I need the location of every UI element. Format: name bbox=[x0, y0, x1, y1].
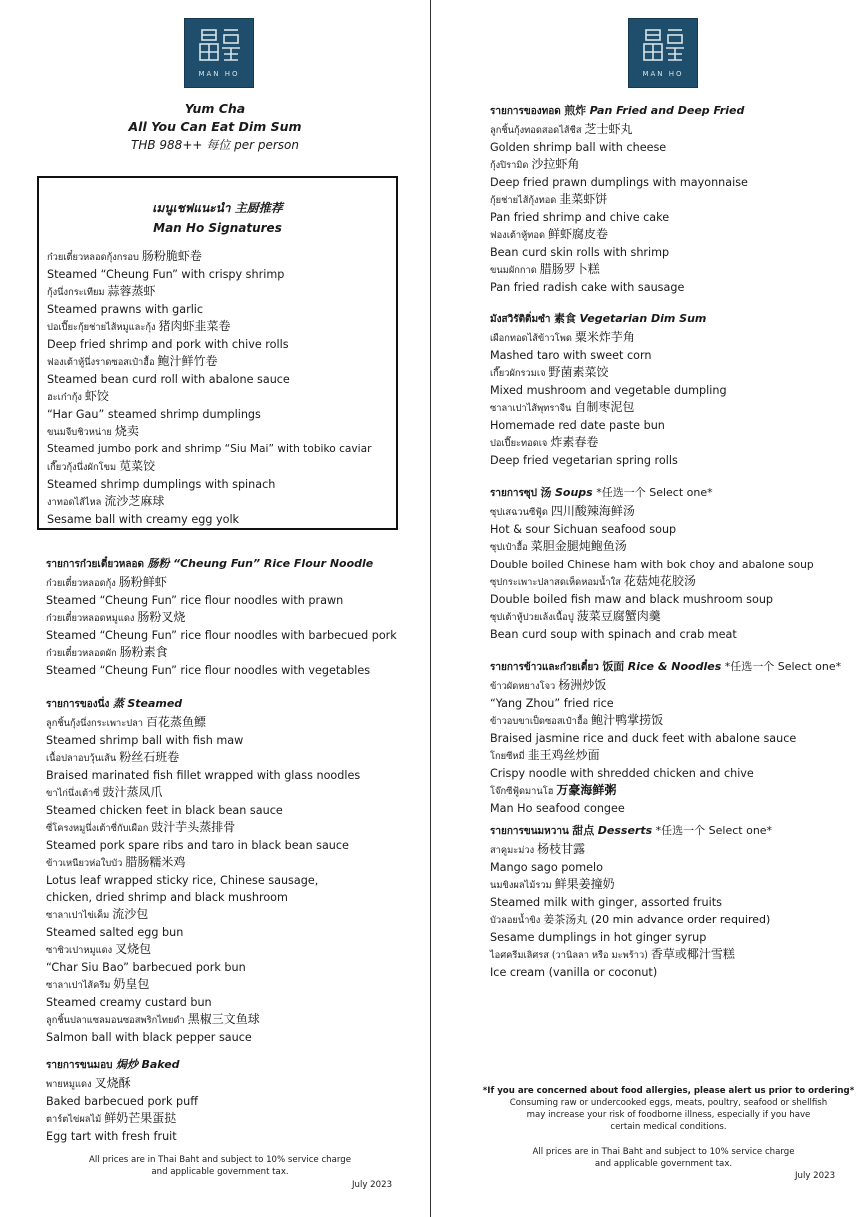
section-title: รายการของทอด 煎炸 Pan Fried and Deep Fried bbox=[490, 104, 745, 117]
menu-item: กุ้งปิรามิด 沙拉虾角 Deep fried prawn dumplings with mayonnaise bbox=[490, 157, 748, 189]
section-title: รายการข้าวและก๋วยเตี๋ยว 饭面 Rice & Noodles *任选一个 Select one* bbox=[490, 660, 842, 673]
menu-item: เผือกทอดไส้ข้าวโพด 粟米炸芋角 Mashed taro with sweet corn bbox=[490, 330, 652, 362]
menu-page-left bbox=[0, 0, 430, 1217]
menu-item: นมขิงผลไม้รวม 鲜果姜撞奶 Steamed milk with ginger, assorted fruits bbox=[490, 877, 722, 909]
section-title: มังสวิรัติติ่มซำ 素食 Vegetarian Dim Sum bbox=[490, 312, 707, 325]
svg-text:MAN HO: MAN HO bbox=[198, 70, 240, 78]
menu-item: สาคูมะม่วง 杨枝甘露 Mango sago pomelo bbox=[490, 842, 603, 874]
price-note: All prices are in Thai Baht and subject to 10% service charge and applicable government tax. bbox=[532, 1147, 795, 1169]
allergy-notice: *If you are concerned about food allergies, please alert us prior to ordering* Consuming raw or undercooked eggs, meats, poultry, seafood or shellfish may increase your risk of foodborne illness, especially if you have certain medical conditions. bbox=[482, 1086, 855, 1132]
menu-item: เกี๊ยวผักรวมเจ 野菌素菜饺 Mixed mushroom and vegetable dumpling bbox=[490, 365, 727, 397]
menu-date: July 2023 bbox=[795, 1171, 836, 1181]
menu-item: ซาซิวเปาหมูแดง 叉烧包 “Char Siu Bao” barbecued pork bun bbox=[46, 942, 246, 974]
menu-item: ฮะเก๋ากุ้ง 虾饺 “Har Gau” steamed shrimp dumplings bbox=[47, 389, 261, 421]
section-cheung-fun bbox=[46, 555, 416, 679]
menu-item: ซุปเสฉวนซีฟู้ด 四川酸辣海鲜汤 Hot & sour Sichuan seafood soup bbox=[490, 504, 677, 536]
menu-item: ขนมผักกาด 腊肠罗卜糕 Pan fried radish cake with sausage bbox=[490, 262, 685, 294]
menu-page-right bbox=[431, 0, 861, 1217]
man-ho-logo bbox=[184, 18, 254, 88]
section-title: รายการซุป 汤 Soups *任选一个 Select one* bbox=[490, 486, 713, 499]
menu-item: ก๋วยเตี๋ยวหลอดผัก 肠粉素食 Steamed “Cheung Fun” rice flour noodles with vegetables bbox=[46, 645, 371, 677]
menu-header-subtitle: All You Can Eat Dim Sum bbox=[128, 119, 302, 134]
menu-item: ซี่โครงหมูนึ่งเต้าซี่กับเผือก 豉汁芋头蒸排骨 Steamed pork spare ribs and taro in black bean sauce bbox=[46, 820, 349, 852]
menu-item: ลูกชิ้นปลาแซลมอนซอสพริกไทยดำ 黑椒三文鱼球 Salmon ball with black pepper sauce bbox=[46, 1012, 260, 1044]
menu-item: ข้าวอบขาเป็ดซอสเป๋าฮื้อ 鲍汁鸭掌捞饭 Braised jasmine rice and duck feet with abalone sauce bbox=[490, 713, 797, 745]
menu-item: ปอเปี๊ยะทอดเจ 炸素春卷 Deep fried vegetarian spring rolls bbox=[490, 435, 678, 467]
menu-item: โกยซีหมี่ 韭王鸡丝炒面 Crispy noodle with shredded chicken and chive bbox=[490, 748, 754, 780]
section-fried bbox=[490, 102, 860, 296]
section-steamed bbox=[46, 695, 416, 1046]
menu-item: ตาร์ตไข่ผลไม้ 鲜奶芒果蛋挞 Egg tart with fresh fruit bbox=[46, 1111, 177, 1143]
section-desserts bbox=[490, 822, 860, 981]
menu-item: ฟองเต้าหู้ทอด 鲜虾腐皮卷 Bean curd skin rolls with shrimp bbox=[490, 227, 670, 259]
signatures-title: เมนูเชฟแนะนำ 主厨推荐 Man Ho Signatures bbox=[152, 201, 283, 235]
menu-date: July 2023 bbox=[352, 1180, 393, 1190]
menu-item: ซาลาเปาไส้ครีม 奶皇包 Steamed creamy custard bun bbox=[46, 977, 212, 1009]
menu-item: งาทอดไส้ไหล 流沙芝麻球 Sesame ball with creamy egg yolk bbox=[47, 494, 240, 526]
section-rice-noodles bbox=[490, 658, 860, 817]
man-ho-logo bbox=[628, 18, 698, 88]
section-baked bbox=[46, 1056, 416, 1145]
menu-item: เนื้อปลาอบวุ้นเส้น 粉丝石班卷 Braised marinated fish fillet wrapped with glass noodles bbox=[46, 750, 361, 782]
menu-item: ซุปเป๋าฮื้อ 菜胆金腿炖鲍鱼汤 Double boiled Chinese ham with bok choy and abalone soup bbox=[490, 539, 814, 571]
price-note: All prices are in Thai Baht and subject to 10% service charge and applicable government tax. bbox=[88, 1155, 352, 1177]
menu-item: โจ๊กซีฟู้ดมานโฮ 万豪海鲜粥 Man Ho seafood congee bbox=[490, 783, 625, 815]
menu-item: ก๋วยเตี๋ยวหลอดกุ้งกรอบ 肠粉脆虾卷 Steamed “Cheung Fun” with crispy shrimp bbox=[47, 249, 285, 281]
svg-text:MAN HO: MAN HO bbox=[642, 70, 684, 78]
menu-item: ไอศครีมเลิศรส (วานิลลา หรือ มะพร้าว) 香草或椰汁雪糕 Ice cream (vanilla or coconut) bbox=[490, 947, 735, 979]
menu-item: ซุปเต้าหู้ปวยเล้งเนื้อปู 菠菜豆腐蟹肉羹 Bean curd soup with spinach and crab meat bbox=[490, 609, 737, 641]
section-vegetarian bbox=[490, 310, 860, 469]
section-title: รายการขนมอบ 焗炒 Baked bbox=[46, 1058, 180, 1071]
menu-item: ซาลาเปาไข่เค็ม 流沙包 Steamed salted egg bun bbox=[46, 907, 184, 939]
menu-item: ฟองเต้าหู้นึ่งราดซอสเป๋าฮื้อ 鲍汁鲜竹卷 Steamed bean curd roll with abalone sauce bbox=[47, 354, 290, 386]
menu-header bbox=[0, 100, 430, 154]
menu-item: ลูกชิ้นกุ้งทอดสอดไส้ชีส 芝士虾丸 Golden shrimp ball with cheese bbox=[490, 122, 667, 154]
menu-item: ข้าวเหนียวห่อใบบัว 腊肠糯米鸡 Lotus leaf wrapped sticky rice, Chinese sausage, chicken, dried shrimp and black mushroom bbox=[46, 855, 319, 904]
menu-item: ขาไก่นึ่งเต้าซี่ 豉汁蒸凤爪 Steamed chicken feet in black bean sauce bbox=[46, 785, 283, 817]
menu-item: กุ้ยช่ายไส้กุ้งทอด 韭菜虾饼 Pan fried shrimp and chive cake bbox=[490, 192, 670, 224]
menu-item: ซาลาเปาไส้พุทราจีน 自制枣泥包 Homemade red date paste bun bbox=[490, 400, 665, 432]
menu-item: กุ้งนึ่งกระเทียม 蒜蓉蒸虾 Steamed prawns with garlic bbox=[47, 284, 204, 316]
section-title: รายการของนึ่ง 蒸 Steamed bbox=[46, 697, 183, 710]
menu-item: ซุปกระเพาะปลาสดเห็ดหอมน้ำใส 花菇炖花胶汤 Double boiled fish maw and black mushroom soup bbox=[490, 574, 774, 606]
section-title: รายการก๋วยเตี๋ยวหลอด 肠粉 “Cheung Fun” Rice Flour Noodle bbox=[46, 557, 374, 570]
section-title: รายการขนมหวาน 甜点 Desserts *任选一个 Select one* bbox=[490, 824, 773, 837]
menu-item: ก๋วยเตี๋ยวหลอดกุ้ง 肠粉鲜虾 Steamed “Cheung Fun” rice flour noodles with prawn bbox=[46, 575, 344, 607]
menu-header-price: THB 988++ 每位 per person bbox=[131, 138, 299, 152]
menu-item: ก๋วยเตี๋ยวหลอดหมูแดง 肠粉叉烧 Steamed “Cheung Fun” rice flour noodles with barbecued pork bbox=[46, 610, 397, 642]
menu-item: พายหมูแดง 叉烧酥 Baked barbecued pork puff bbox=[46, 1076, 198, 1108]
menu-item: ปอเปี๊ยะกุ้ยช่ายไส้หมูและกุ้ง 猪肉虾韭菜卷 Deep fried shrimp and pork with chive rolls bbox=[47, 319, 289, 351]
menu-header-title: Yum Cha bbox=[184, 101, 246, 116]
section-soups bbox=[490, 484, 860, 643]
menu-item: เกี๊ยวกุ้งนึ่งผักโขม 苋菜饺 Steamed shrimp dumplings with spinach bbox=[47, 459, 276, 491]
menu-item: ขนมจีบชิวหน่าย 烧卖 Steamed jumbo pork and shrimp “Siu Mai” with tobiko caviar bbox=[47, 424, 372, 455]
signatures-box bbox=[37, 176, 398, 530]
menu-item: ข้าวผัดหยางโจว 杨洲炒饭 “Yang Zhou” fried rice bbox=[490, 678, 614, 710]
menu-item: ลูกชิ้นกุ้งนึ่งกระเพาะปลา 百花蒸鱼鳔 Steamed shrimp ball with fish maw bbox=[46, 715, 244, 747]
menu-item: บัวลอยน้ำขิง 姜茶汤丸 (20 min advance order required) Sesame dumplings in hot ginger syrup bbox=[490, 913, 771, 944]
